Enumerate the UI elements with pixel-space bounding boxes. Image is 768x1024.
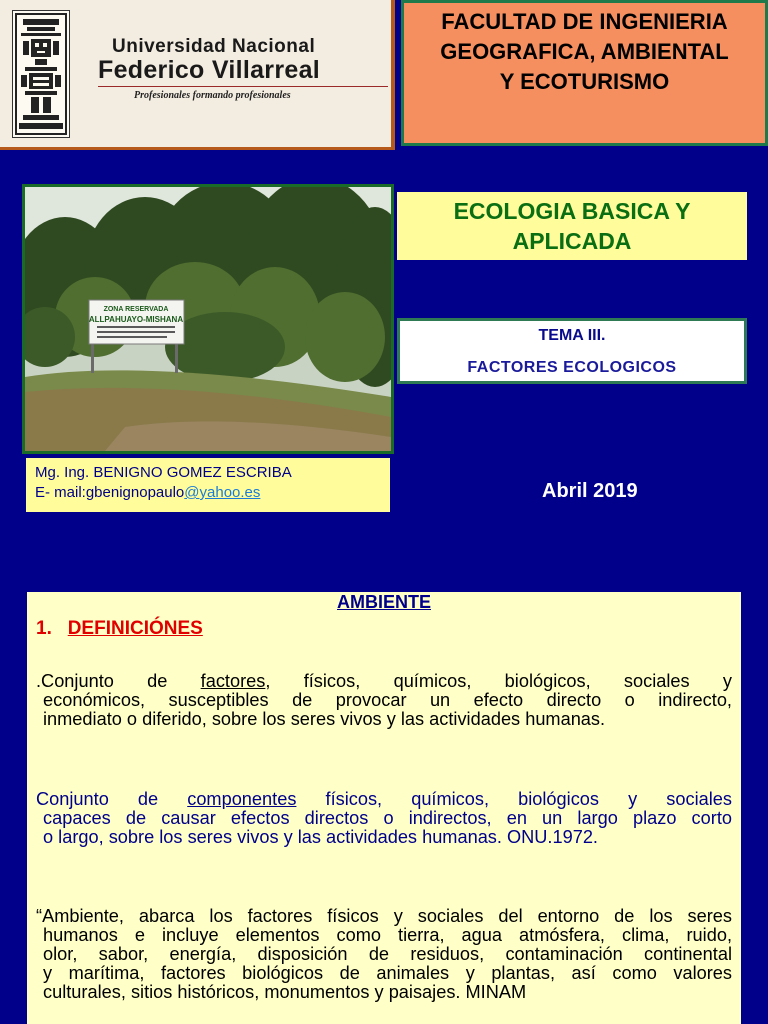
definition-paragraph-1 <box>36 672 732 729</box>
course-title-line2: APLICADA <box>512 228 632 254</box>
p2-line1 <box>36 790 732 809</box>
definitions-number: 1. <box>36 618 52 639</box>
university-logo-panel <box>0 0 395 150</box>
p1-text-b: , físicos, químicos, biológicos, sociales y <box>265 671 732 691</box>
course-title-box <box>397 192 747 260</box>
p2-line2: capaces de causar efectos directos o indirectos, en un largo plazo corto <box>43 808 732 828</box>
author-box <box>26 458 390 512</box>
p3-line1 <box>36 907 732 926</box>
divider <box>98 86 388 87</box>
p1-line1 <box>36 672 732 691</box>
email-prefix: E- mail:gbenignopaulo <box>35 484 185 501</box>
faculty-title-box <box>401 0 768 146</box>
topic-number: TEMA III. <box>538 327 606 344</box>
sign-line1: ZONA RESERVADA <box>103 306 169 313</box>
university-name-line1: Universidad Nacional <box>112 36 316 57</box>
componentes-term: componentes <box>187 789 297 809</box>
p2-line3: o largo, sobre los seres vivos y las actividades humanas. ONU.1972. <box>43 827 598 847</box>
p1-line2: económicos, susceptibles de provocar un efecto directo o indirecto, <box>43 690 732 710</box>
sign-line2: ALLPAHUAYO-MISHANA <box>88 315 184 324</box>
p3-line2: humanos e incluye elementos como tierra, agua atmósfera, clima, ruido, <box>43 925 732 945</box>
ambiente-term: Ambiente <box>42 906 119 926</box>
p1-text-a: .Conjunto de <box>36 671 201 691</box>
p3-line5: culturales, sitios históricos, monumentos y paisajes. MINAM <box>43 982 527 1002</box>
definition-paragraph-3 <box>36 907 732 1002</box>
university-name-line2: Federico Villarreal <box>98 56 321 84</box>
faculty-line2: GEOGRAFICA, AMBIENTAL <box>440 39 729 64</box>
p2-text-a: Conjunto de <box>36 789 188 809</box>
author-name: Mg. Ing. BENIGNO GOMEZ ESCRIBA <box>35 464 292 481</box>
definitions-title: DEFINICIÓNES <box>67 618 203 639</box>
course-title-line1: ECOLOGIA BASICA Y <box>453 198 691 224</box>
definition-paragraph-2 <box>36 790 732 847</box>
university-crest-icon <box>12 10 70 138</box>
factores-term: factores <box>200 671 266 691</box>
section-heading: AMBIENTE <box>337 592 431 612</box>
faculty-line1: FACULTAD DE INGENIERIA <box>441 9 728 34</box>
topic-box <box>397 318 747 384</box>
faculty-line3: Y ECOTURISMO <box>499 69 670 94</box>
p3-line3: olor, sabor, energía, disposición de residuos, contaminación continental <box>43 944 732 964</box>
p1-line3: inmediato o diferido, sobre los seres vivos y las actividades humanas. <box>43 709 606 729</box>
topic-title: FACTORES ECOLOGICOS <box>467 359 677 376</box>
date-label: Abril 2019 <box>542 480 638 502</box>
university-motto: Profesionales formando profesionales <box>134 90 291 101</box>
p2-text-b: físicos, químicos, biológicos y sociales <box>296 789 732 809</box>
p3-quote: “ <box>36 906 43 926</box>
author-email <box>35 483 390 503</box>
definitions-heading <box>36 618 203 640</box>
email-link[interactable]: @yahoo.es <box>184 484 261 501</box>
forest-reserve-photo <box>22 184 394 454</box>
p3-line4: y marítima, factores biológicos de animales y plantas, así como valores <box>43 963 732 983</box>
p3-text: , abarca los factores físicos y sociales del entorno de los seres <box>118 906 732 926</box>
